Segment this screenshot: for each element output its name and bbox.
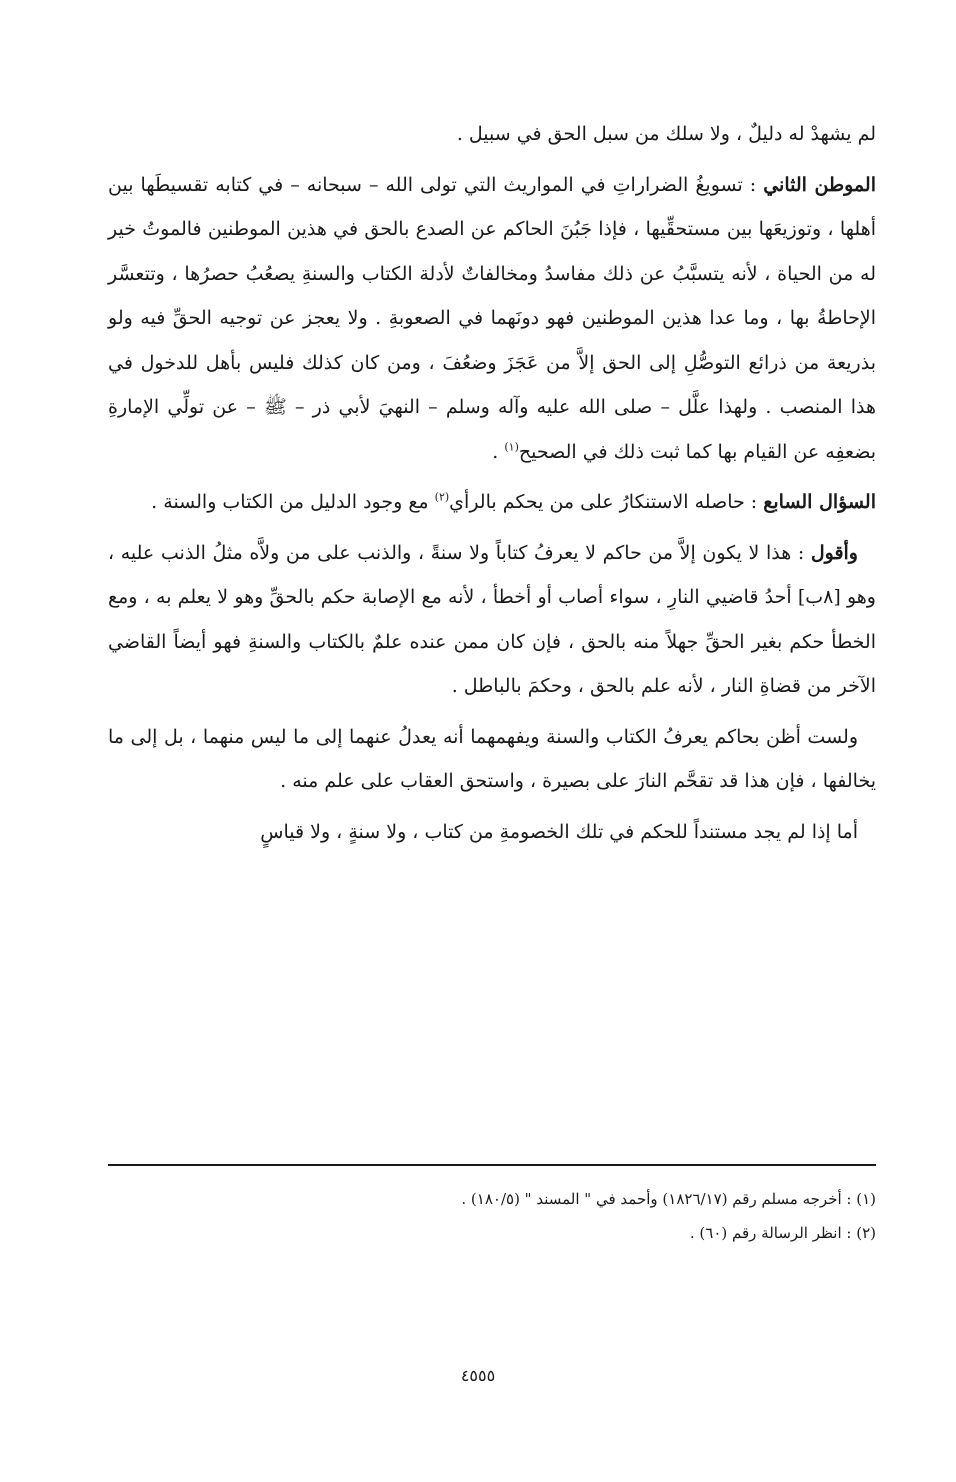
footnote-2: (٢) : انظر الرسالة رقم (٦٠) . xyxy=(689,1224,876,1242)
paragraph-3-lead: السؤال السابع xyxy=(763,491,876,513)
paragraph-6 xyxy=(108,810,876,855)
paragraph-4-lead: وأقول xyxy=(810,541,858,564)
footnote-1: (١) : أخرجه مسلم رقم (١٨٢٦/١٧) وأحمد في " المسند " (١٨٠/٥) . xyxy=(461,1190,876,1208)
footnote-ref-2: (٢) xyxy=(434,490,450,504)
paragraph-4-text: : هذا لا يكون إلاَّ من حاكم لا يعرفُ كتاباً ولا سنةً ، والذنب على من ولاَّه مثلُ الذنب عليه ، وهو [٨ب] أحدُ قاضيي النارِ ، سواء أصاب أو أخطأ ، لأنه مع الإصابة حكم بالحقِّ وهو لا يعلم به ، ومع الخطأ حكم بغير الحقِّ جهلاً منه بالحق ، فإن كان ممن عنده علمٌ بالكتاب والسنةِ فهو أيضاً القاضي الآخر من قضاةِ النار ، لأنه علم بالحق ، وحكمَ بالباطل . xyxy=(108,541,876,697)
paragraph-3-text-a: : حاصله الاستنكارُ على من يحكم بالرأي xyxy=(449,491,764,513)
paragraph-1 xyxy=(108,112,876,157)
paragraph-3-text-b: مع وجود الدليل من الكتاب والسنة . xyxy=(151,491,435,513)
footnote-separator xyxy=(108,1164,876,1166)
footnote-ref-1: (١) xyxy=(504,440,519,454)
paragraph-6-text: أما إذا لم يجد مستنداً للحكم في تلك الخصومةِ من كتاب ، ولا سنةٍ ، ولا قياسٍ xyxy=(260,820,858,843)
paragraph-3 xyxy=(108,480,876,525)
paragraph-1-text: لم يشهدْ له دليلٌ ، ولا سلك من سبل الحق في سبيل . xyxy=(456,123,876,145)
paragraph-2-text: : تسويغُ الضراراتِ في المواريث التي تولى الله – سبحانه – في كتابه تقسيطَها بين أهلها ، وتوزيعَها بين مستحقِّيها ، فإذا جَبُنَ الحاكم عن الصدع بالحق في هذين الموطنين فالموتُ خير له من الحياة ، لأنه يتسبَّبُ عن ذلك مفاسدُ ومخالفاتٌ لأدلة الكتاب والسنةِ يصعُبُ حصرُها ، وتتعسَّر الإحاطةُ بها ، وما عدا هذين الموطنين فهو دونَهما في الصعوبةِ . ولا يعجز عن توجيه الحقِّ فيه ولو بذريعة من ذرائع التوصُّلِ إلى الحق إلاَّ من عَجَزَ وضعُفَ ، ومن كان كذلك فليس بأهل للدخول في هذا المنصب . ولهذا علَّل – صلى الله عليه وآله وسلم – النهيَ لأبي ذر – ﷺ – عن تولِّي الإمارةِ بضعفِه عن القيام بها كما ثبت ذلك في الصحيح xyxy=(108,173,876,463)
paragraph-2 xyxy=(108,163,876,475)
paragraph-5-text: ولست أظن بحاكم يعرفُ الكتاب والسنة ويفهمهما أنه يعدلُ عنهما إلى ما ليس منهما ، بل إلى ما يخالفها ، فإن هذا قد تقحَّم النارَ على بصيرة ، واستحق العقاب على علم منه . xyxy=(108,725,876,792)
main-text xyxy=(108,112,876,854)
paragraph-2-lead: الموطن الثاني xyxy=(763,173,876,196)
paragraph-5 xyxy=(108,715,876,804)
footnotes xyxy=(108,1182,876,1250)
page-number: ٤٥٥٥ xyxy=(460,1366,496,1385)
paragraph-4 xyxy=(108,531,876,709)
paragraph-2-end: . xyxy=(492,440,505,463)
